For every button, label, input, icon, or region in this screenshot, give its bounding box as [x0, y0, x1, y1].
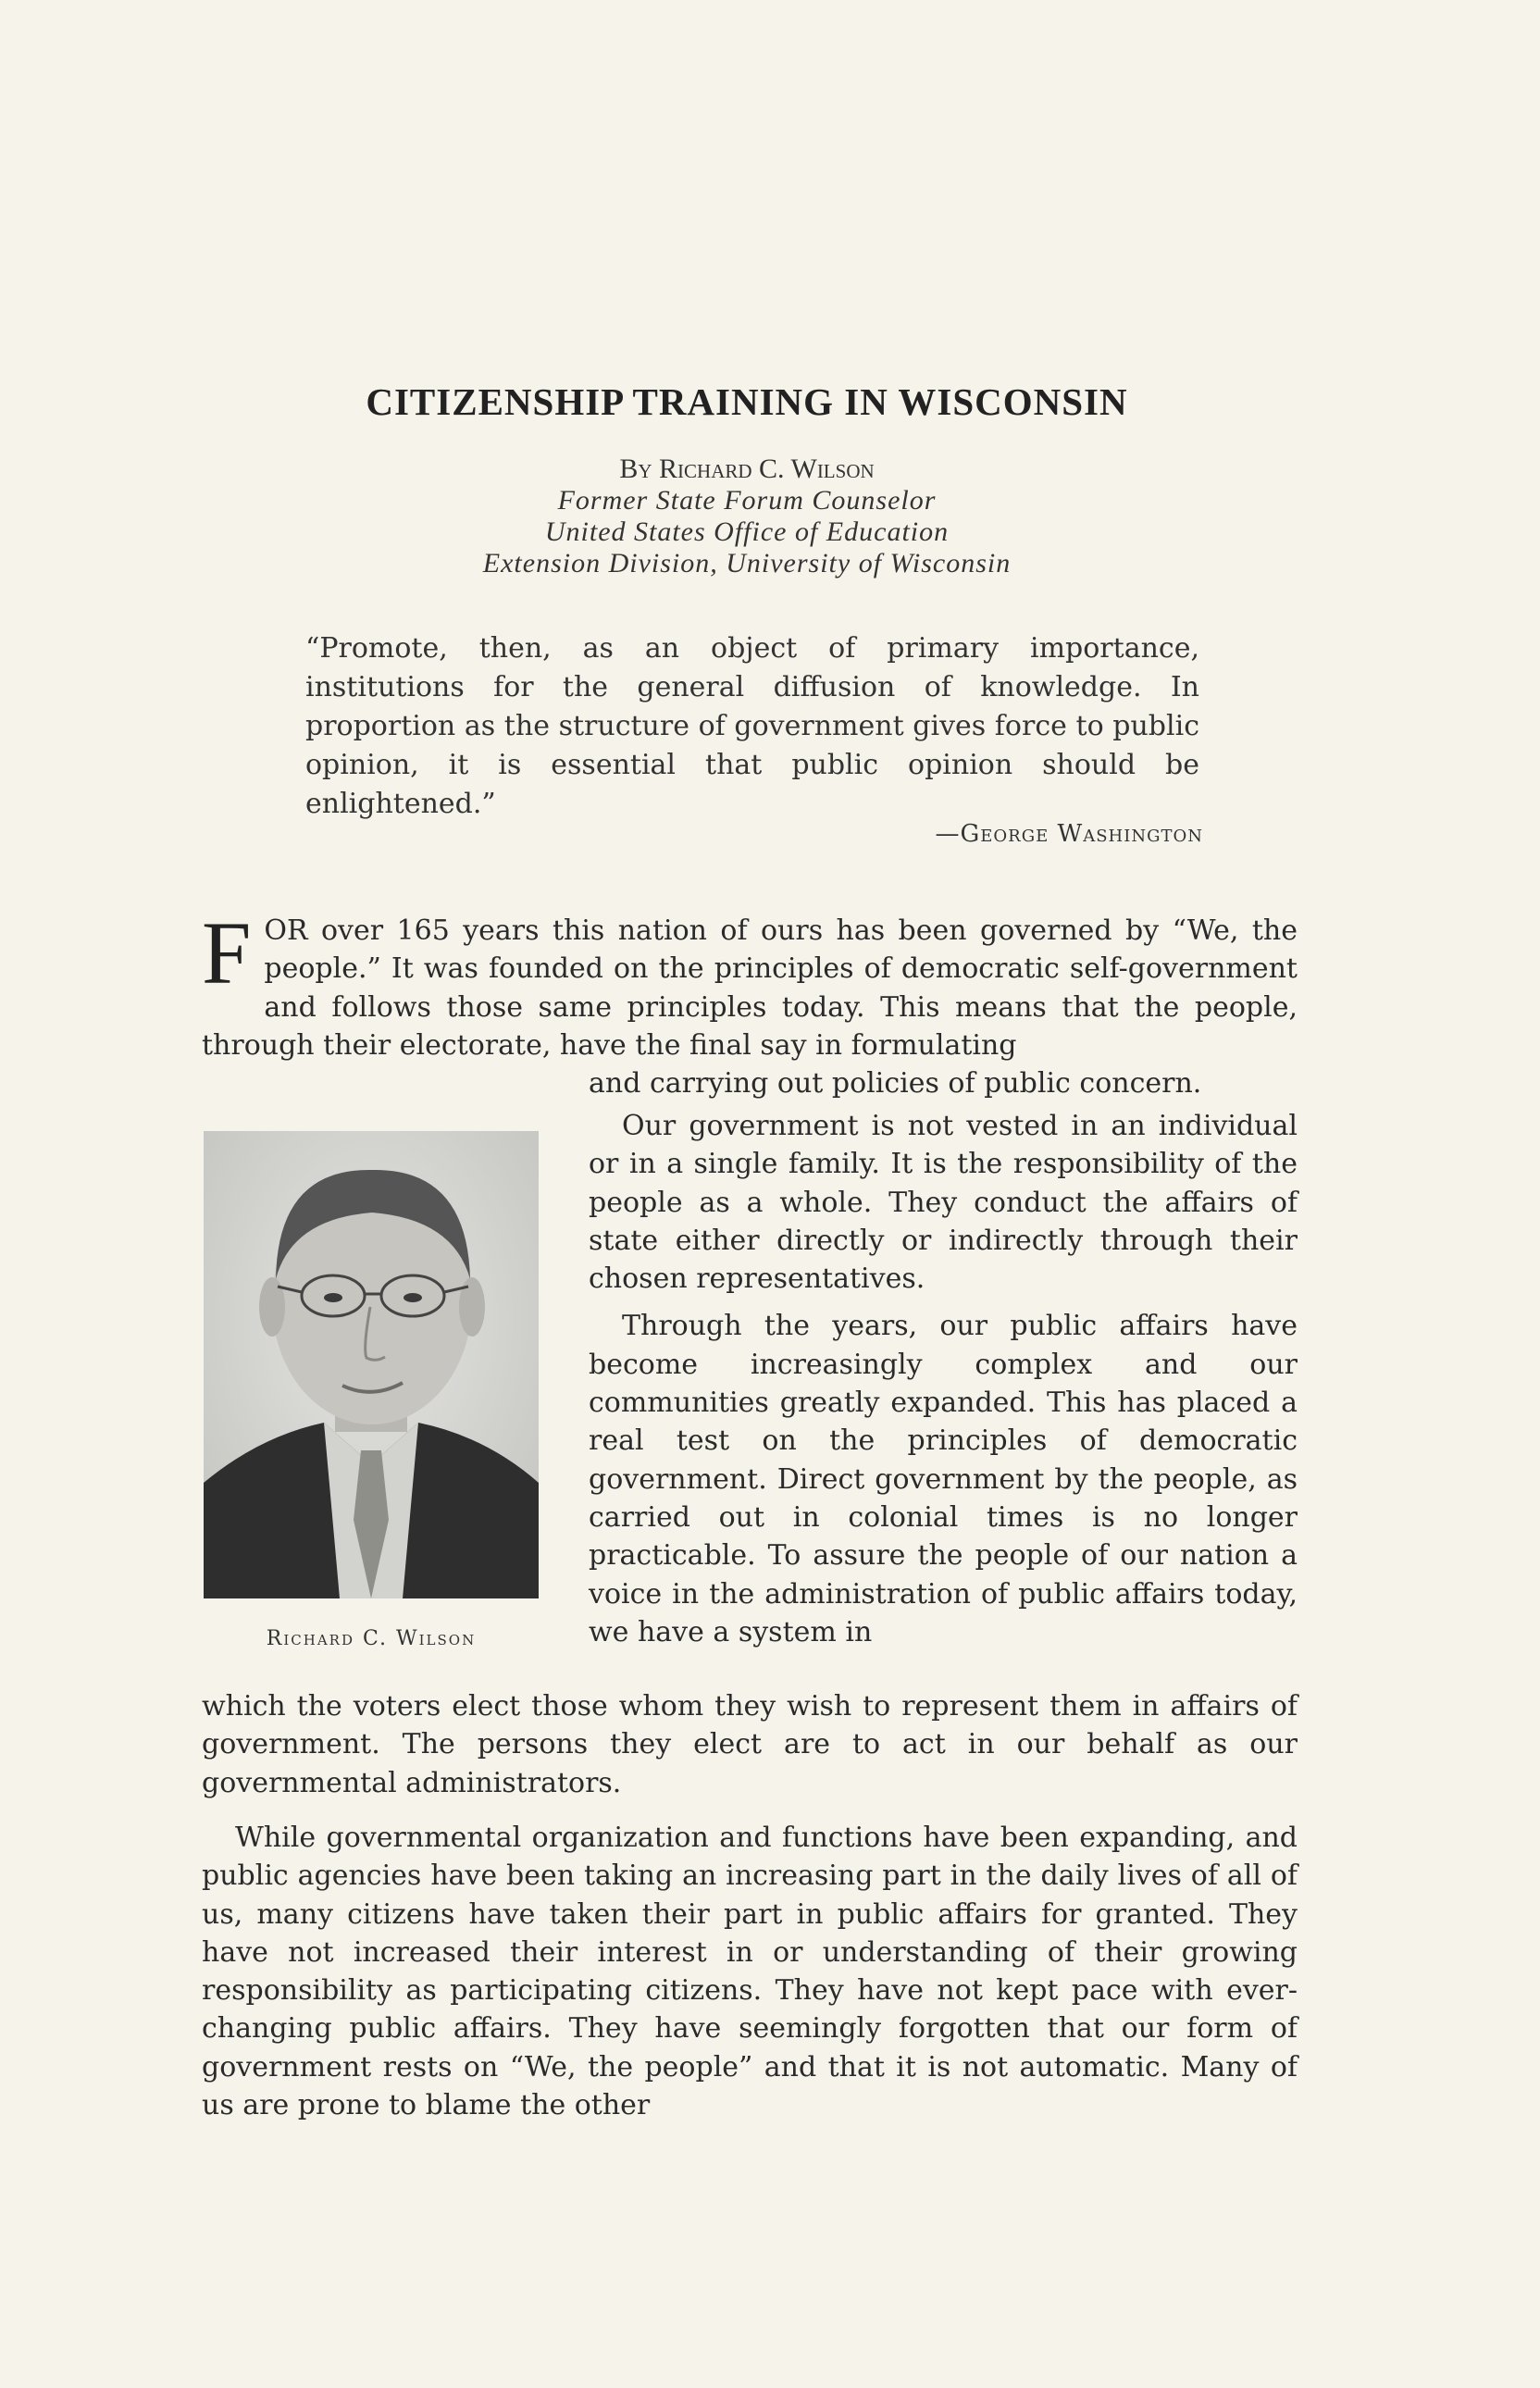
paragraph-1-end — [589, 1064, 1298, 1102]
paragraph-text: and carrying out policies of public concern. — [589, 1067, 1202, 1100]
paragraph-2: Our government is not vested in an individual or in a single family. It is the responsibility of the people as a whole. They conduct the affairs of state either directly or indirectly through their chosen representatives. — [589, 1110, 1298, 1296]
quote-attribution: —George Washington — [935, 820, 1203, 848]
quote-text: “Promote, then, as an object of primary importance, institutions for the general diffusion of knowledge. In proportion as the structure of government gives force to public opinion, it is essential that public opinion should be enlightened.” — [305, 632, 1199, 820]
affiliation-line: Former State Forum Counselor — [557, 485, 937, 516]
paragraph-4 — [202, 1819, 1298, 2124]
byline-block — [0, 454, 1494, 579]
affiliation-line: United States Office of Education — [544, 516, 950, 547]
paragraph-1 — [202, 903, 1298, 1064]
paragraph-3: Through the years, our public affairs have become increasingly complex and our communities greatly expanded. This has placed a real test on the principles of democratic government. Direct government by the people, as carried out in colonial times is no longer practicable. To assure the people of our nation a voice in the administration of public affairs today, we have a system in — [589, 1310, 1298, 1648]
paragraph-text: which the voters elect those whom they wish to represent them in affairs of government. The persons they elect are to act in our behalf as our governmental administrators. — [202, 1690, 1298, 1799]
paragraph-3-end — [202, 1687, 1298, 1802]
article-title: CITIZENSHIP TRAINING IN WISCONSIN — [366, 380, 1128, 423]
drop-cap: F — [202, 903, 252, 1002]
photo-caption: Richard C. Wilson — [266, 1627, 477, 1650]
portrait-image — [204, 1131, 539, 1598]
paragraph-text: OR over 165 years this nation of ours has been governed by “We, the people.” It was founded on the principles of democratic self-government and follows those same principles today. This means that the people, through their electorate, have the final say in formulating — [202, 914, 1298, 1062]
paragraph-text: While governmental organization and functions have been expanding, and public agencies have been taking an increasing part in the daily lives of all of us, many citizens have taken their part in public affairs for granted. They have not increased their interest in or understanding of their growing responsibility as participating citizens. They have not kept pace with ever-changing public affairs. They have seemingly forgotten that our form of government rests on “We, the people” and that it is not automatic. Many of us are prone to blame the other — [202, 1822, 1298, 2122]
author-photo — [204, 1131, 539, 1598]
epigraph-quote — [305, 629, 1199, 824]
right-column-text — [589, 1107, 1298, 1651]
affiliation-line: Extension Division, University of Wisconsin — [482, 548, 1012, 578]
author-byline: By Richard C. Wilson — [619, 454, 875, 484]
